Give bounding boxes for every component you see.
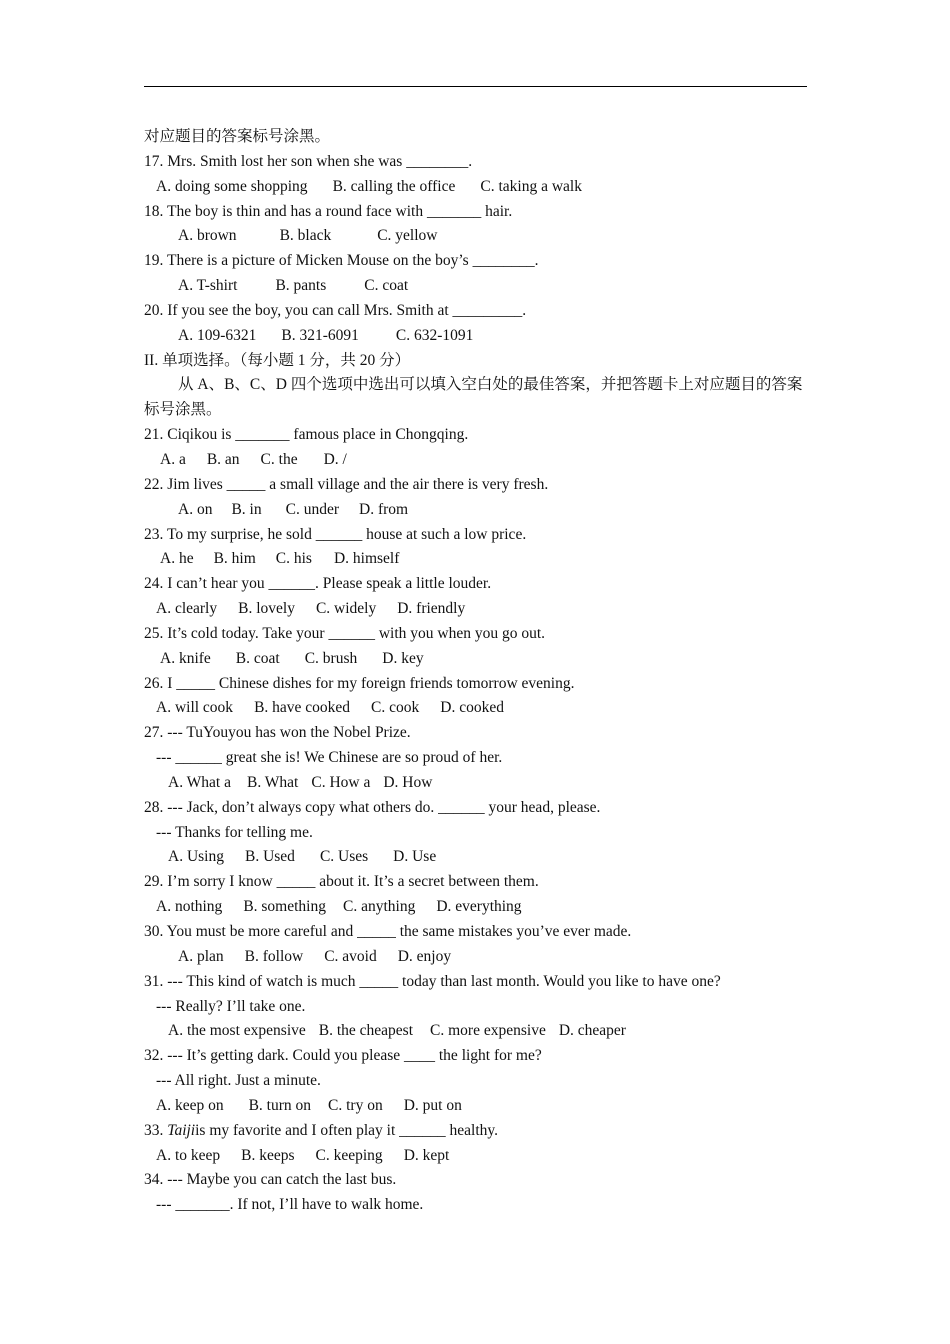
q30-option-b: B. follow — [244, 947, 304, 965]
q33-number: 33. — [144, 1121, 168, 1139]
q33-option-b: B. keeps — [241, 1146, 295, 1164]
q34-stem: 34. --- Maybe you can catch the last bus. — [144, 1171, 397, 1189]
q21-option-a: A. a — [160, 450, 186, 468]
q22-option-a: A. on — [178, 500, 213, 518]
q29-option-d: D. everything — [436, 898, 522, 916]
q19-stem: 19. There is a picture of Micken Mouse on the boy’s ________. — [144, 252, 539, 270]
q21-stem: 21. Ciqikou is _______ famous place in Chongqing. — [144, 426, 469, 444]
q30-option-c: C. avoid — [324, 947, 377, 965]
q33-option-a: A. to keep — [156, 1146, 221, 1164]
q33-option-d: D. kept — [403, 1146, 450, 1164]
q24-option-a: A. clearly — [156, 600, 218, 618]
q31-option-b: B. the cheapest — [318, 1022, 414, 1040]
q26-option-c: C. cook — [371, 699, 420, 717]
q27-options — [144, 771, 809, 796]
q25-option-b: B. coat — [235, 649, 280, 667]
q32-option-d: D. put on — [403, 1096, 462, 1114]
q26-option-a: A. will cook — [156, 699, 234, 717]
q32-options — [144, 1094, 809, 1119]
q23-option-d: D. himself — [333, 550, 400, 568]
intro-tail: 对应题目的答案标号涂黑。 — [144, 128, 331, 145]
q34-reply: --- _______. If not, I’ll have to walk home. — [156, 1196, 424, 1214]
q17-stem: 17. Mrs. Smith lost her son when she was ________. — [144, 152, 473, 170]
q31-stem: 31. --- This kind of watch is much _____ today than last month. Would you like to have one? — [144, 972, 721, 990]
q17-option-c: C. taking a walk — [480, 177, 582, 195]
q18-options — [144, 224, 809, 249]
q25-option-a: A. knife — [160, 649, 211, 667]
q20-options — [144, 324, 809, 349]
q17-options — [144, 175, 809, 200]
exam-page — [144, 125, 809, 1218]
q22-options — [144, 498, 809, 523]
q21-option-d: D. / — [323, 450, 347, 468]
q28-reply: --- Thanks for telling me. — [156, 823, 313, 841]
q23-option-a: A. he — [160, 550, 194, 568]
q26-stem: 26. I _____ Chinese dishes for my foreign friends tomorrow evening. — [144, 674, 575, 692]
q33-option-c: C. keeping — [315, 1146, 383, 1164]
q20-option-a: A. 109-6321 — [178, 326, 257, 344]
q28-options — [144, 845, 809, 870]
q19-option-a: A. T-shirt — [178, 277, 238, 295]
q29-option-b: B. something — [243, 898, 326, 916]
q27-option-c: C. How a — [311, 773, 371, 791]
q32-option-c: C. try on — [328, 1096, 383, 1114]
q30-options — [144, 945, 809, 970]
q24-options — [144, 597, 809, 622]
q23-option-c: C. his — [275, 550, 312, 568]
q28-option-d: D. Use — [393, 848, 437, 866]
q31-option-d: D. cheaper — [558, 1022, 626, 1040]
q17-option-a: A. doing some shopping — [156, 177, 308, 195]
q19-options — [144, 274, 809, 299]
q27-option-d: D. How — [383, 773, 433, 791]
q32-stem: 32. --- It’s getting dark. Could you please ____ the light for me? — [144, 1047, 542, 1065]
section-2-instruction: 从 A、B、C、D 四个选项中选出可以填入空白处的最佳答案，并把答题卡上对应题目的答案标号涂黑。 — [144, 376, 803, 419]
q30-option-a: A. plan — [178, 947, 224, 965]
q29-option-c: C. anything — [342, 898, 416, 916]
q26-option-d: D. cooked — [440, 699, 504, 717]
q23-stem: 23. To my surprise, he sold ______ house at such a low price. — [144, 525, 527, 543]
q27-option-a: A. What a — [168, 773, 231, 791]
q18-stem: 18. The boy is thin and has a round face with _______ hair. — [144, 202, 513, 220]
q25-option-c: C. brush — [304, 649, 358, 667]
q32-reply: --- All right. Just a minute. — [156, 1072, 321, 1090]
q20-option-b: B. 321-6091 — [281, 326, 359, 344]
q27-reply: --- ______ great she is! We Chinese are so proud of her. — [156, 749, 503, 767]
q24-option-d: D. friendly — [397, 600, 466, 618]
q25-stem: 25. It’s cold today. Take your ______ with you when you go out. — [144, 624, 546, 642]
q17-option-b: B. calling the office — [332, 177, 456, 195]
q26-option-b: B. have cooked — [254, 699, 351, 717]
q24-option-c: C. widely — [315, 600, 377, 618]
q25-option-d: D. key — [382, 649, 424, 667]
q18-option-b: B. black — [279, 227, 332, 245]
q29-stem: 29. I’m sorry I know _____ about it. It’s a secret between them. — [144, 873, 539, 891]
q28-option-c: C. Uses — [319, 848, 369, 866]
q21-option-c: C. the — [260, 450, 298, 468]
q21-option-b: B. an — [206, 450, 240, 468]
q30-option-d: D. enjoy — [397, 947, 452, 965]
q28-stem: 28. --- Jack, don’t always copy what others do. ______ your head, please. — [144, 798, 601, 816]
header-rule — [144, 86, 807, 87]
q27-option-b: B. What — [246, 773, 299, 791]
q31-option-a: A. the most expensive — [168, 1022, 306, 1040]
q29-options — [144, 895, 809, 920]
q31-option-c: C. more expensive — [430, 1022, 546, 1040]
q22-option-c: C. under — [285, 500, 339, 518]
q28-option-a: A. Using — [168, 848, 224, 866]
q24-option-b: B. lovely — [238, 600, 295, 618]
q30-stem: 30. You must be more careful and _____ the same mistakes you’ve ever made. — [144, 923, 632, 940]
q23-option-b: B. him — [213, 550, 256, 568]
q27-stem: 27. --- TuYouyou has won the Nobel Prize. — [144, 724, 411, 742]
q33-rest: is my favorite and I often play it ______ healthy. — [195, 1121, 499, 1139]
q24-stem: 24. I can’t hear you ______. Please speak a little louder. — [144, 575, 492, 593]
q21-options — [144, 448, 809, 473]
q28-option-b: B. Used — [244, 848, 295, 866]
q33-stem — [144, 1119, 809, 1144]
q31-reply: --- Really? I’ll take one. — [156, 997, 306, 1015]
q33-options — [144, 1144, 809, 1169]
q26-options — [144, 696, 809, 721]
q23-options — [144, 547, 809, 572]
q22-option-d: D. from — [359, 500, 409, 518]
q31-options — [144, 1019, 809, 1044]
q22-option-b: B. in — [231, 500, 262, 518]
q29-option-a: A. nothing — [156, 898, 223, 916]
q25-options — [144, 647, 809, 672]
q19-option-c: C. coat — [364, 277, 409, 295]
q19-option-b: B. pants — [275, 277, 327, 295]
q20-stem: 20. If you see the boy, you can call Mrs. Smith at _________. — [144, 301, 527, 319]
q33-taiji: Taiji — [167, 1121, 196, 1139]
q32-option-b: B. turn on — [248, 1096, 312, 1114]
q22-stem: 22. Jim lives _____ a small village and the air there is very fresh. — [144, 475, 549, 493]
q18-option-c: C. yellow — [377, 227, 438, 245]
q18-option-a: A. brown — [178, 227, 237, 245]
q32-option-a: A. keep on — [156, 1096, 224, 1114]
q20-option-c: C. 632-1091 — [395, 326, 474, 344]
section-2-heading: II. 单项选择。（每小题 1 分，共 20 分） — [144, 351, 411, 369]
